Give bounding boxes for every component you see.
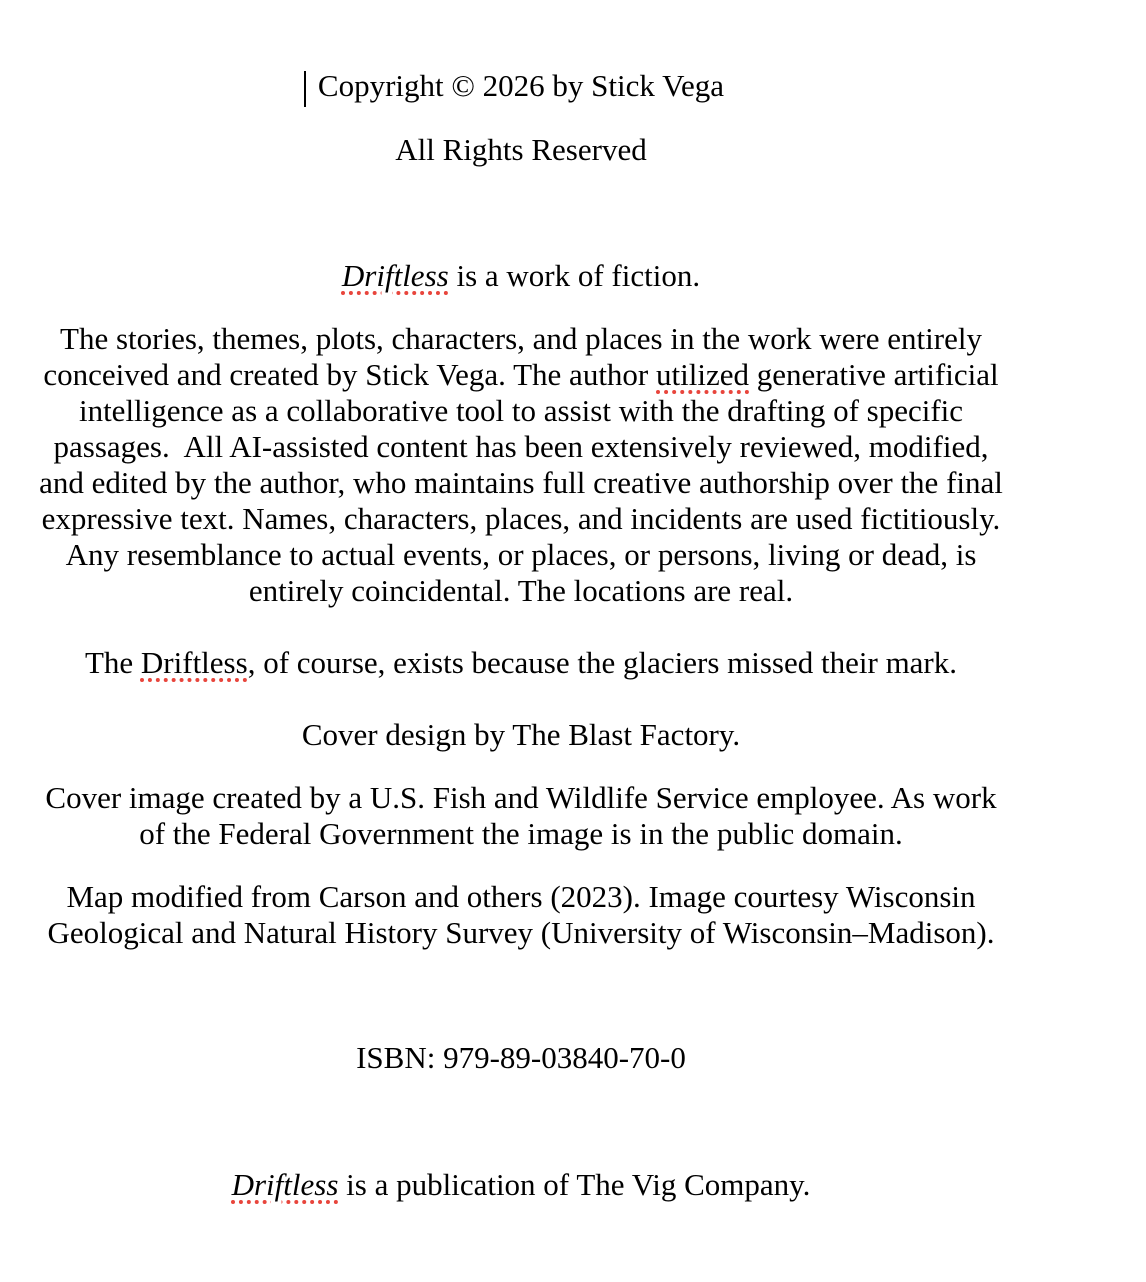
cover-design-line <box>0 717 1042 753</box>
map-credit-line: Geological and Natural History Survey (University of Wisconsin–Madison). <box>47 915 995 950</box>
cover-design-text: Cover design by The Blast Factory. <box>301 717 741 752</box>
isbn-text: ISBN: 979-89-03840-70-0 <box>356 1040 686 1075</box>
disclaimer-text: generative artificial <box>749 357 999 392</box>
disclaimer-line <box>0 357 1042 393</box>
glacier-text: , of course, exists because the glaciers missed their mark. <box>247 645 958 680</box>
glacier-text: The <box>84 645 141 680</box>
map-credit-line: Map modified from Carson and others (2023). Image courtesy Wisconsin <box>66 879 976 914</box>
copyright-text: Copyright © 2026 by Stick Vega <box>317 68 725 103</box>
publisher-line <box>0 1167 1042 1203</box>
cover-image-line: Cover image created by a U.S. Fish and Wildlife Service employee. As work <box>45 780 997 815</box>
disclaimer-line: Any resemblance to actual events, or places, or persons, living or dead, is <box>65 537 977 572</box>
disclaimer-line: passages. All AI-assisted content has been extensively reviewed, modified, <box>53 429 989 464</box>
disclaimer-line: expressive text. Names, characters, places, and incidents are used fictitiously. <box>41 501 1001 536</box>
disclaimer-line: intelligence as a collaborative tool to assist with the drafting of specific <box>78 393 964 428</box>
disclaimer-line: The stories, themes, plots, characters, and places in the work were entirely <box>60 321 982 356</box>
disclaimer-text: conceived and created by Stick Vega. The author <box>43 357 657 392</box>
copyright-line <box>0 68 1042 104</box>
disclaimer-paragraph <box>0 321 1042 609</box>
misspelled-word-driftless[interactable]: Driftless <box>231 1167 339 1202</box>
misspelled-word-utilized[interactable]: utilized <box>656 357 749 392</box>
disclaimer-line: and edited by the author, who maintains full creative authorship over the final <box>39 465 1003 500</box>
fiction-notice-text: is a work of fiction. <box>448 258 701 293</box>
isbn-line <box>0 1040 1042 1076</box>
misspelled-word-driftless[interactable]: Driftless <box>140 645 248 680</box>
glacier-line <box>0 645 1042 681</box>
disclaimer-line: entirely coincidental. The locations are real. <box>248 573 794 608</box>
publisher-text: is a publication of The Vig Company. <box>338 1167 811 1202</box>
map-credit-paragraph <box>0 879 1042 951</box>
cover-image-line: of the Federal Government the image is in the public domain. <box>139 816 903 851</box>
fiction-notice <box>0 258 1042 294</box>
rights-text: All Rights Reserved <box>395 132 647 167</box>
cover-image-paragraph <box>0 780 1042 852</box>
misspelled-word-driftless[interactable]: Driftless <box>341 258 449 293</box>
rights-line <box>0 132 1042 168</box>
